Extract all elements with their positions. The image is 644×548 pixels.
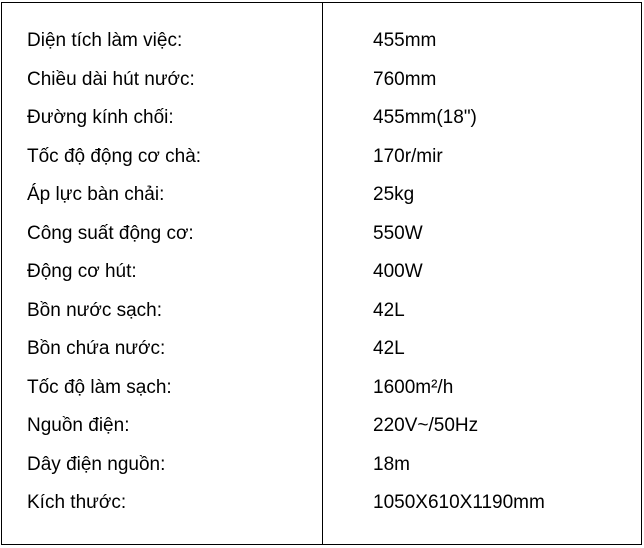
spec-row-suction-length [2,61,641,100]
spec-value: 1050X610X1190mm [373,492,545,513]
spec-label: Kích thước: [27,492,127,513]
spec-value: 42L [373,299,405,321]
spec-value: 25kg [373,184,415,205]
spec-label: Động cơ hút: [27,261,137,282]
spec-row-working-area [2,22,641,61]
spec-row-power-cord [2,446,641,485]
spec-row-clean-water-tank [2,292,641,331]
spec-label: Đường kính chối: [27,107,174,128]
spec-value: 1600m²/h [373,376,454,398]
spec-value: 18m [373,453,410,475]
spec-label: Bồn chứa nước: [27,338,166,359]
spec-value: 760mm [373,68,437,90]
spec-table [1,2,642,545]
spec-row-motor-power [2,215,641,254]
spec-value: 42L [373,338,405,359]
spec-value: 455mm(18") [373,107,477,128]
spec-row-power-supply [2,407,641,446]
spec-value: 400W [373,261,423,282]
spec-label: Bồn nước sạch: [27,299,163,321]
spec-row-brush-pressure [2,176,641,215]
spec-label: Diện tích làm việc: [27,30,183,51]
spec-row-cleaning-speed [2,369,641,408]
spec-row-brush-diameter [2,99,641,138]
spec-value: 455mm [373,30,437,51]
spec-label: Áp lực bàn chải: [27,184,165,205]
spec-label: Chiều dài hút nước: [27,68,195,90]
spec-value: 550W [373,222,423,244]
spec-label: Tốc độ làm sạch: [27,376,172,398]
spec-value: 170r/mir [373,145,443,167]
spec-rows [2,22,641,523]
spec-label: Nguồn điện: [27,415,130,436]
spec-row-suction-motor [2,253,641,292]
spec-row-dimensions [2,484,641,523]
spec-value: 220V~/50Hz [373,415,479,436]
spec-label: Công suất động cơ: [27,222,194,244]
spec-row-recovery-tank [2,330,641,369]
spec-label: Tốc độ động cơ chà: [27,145,202,167]
spec-label: Dây điện nguồn: [27,453,166,475]
spec-row-brush-motor-speed [2,138,641,177]
